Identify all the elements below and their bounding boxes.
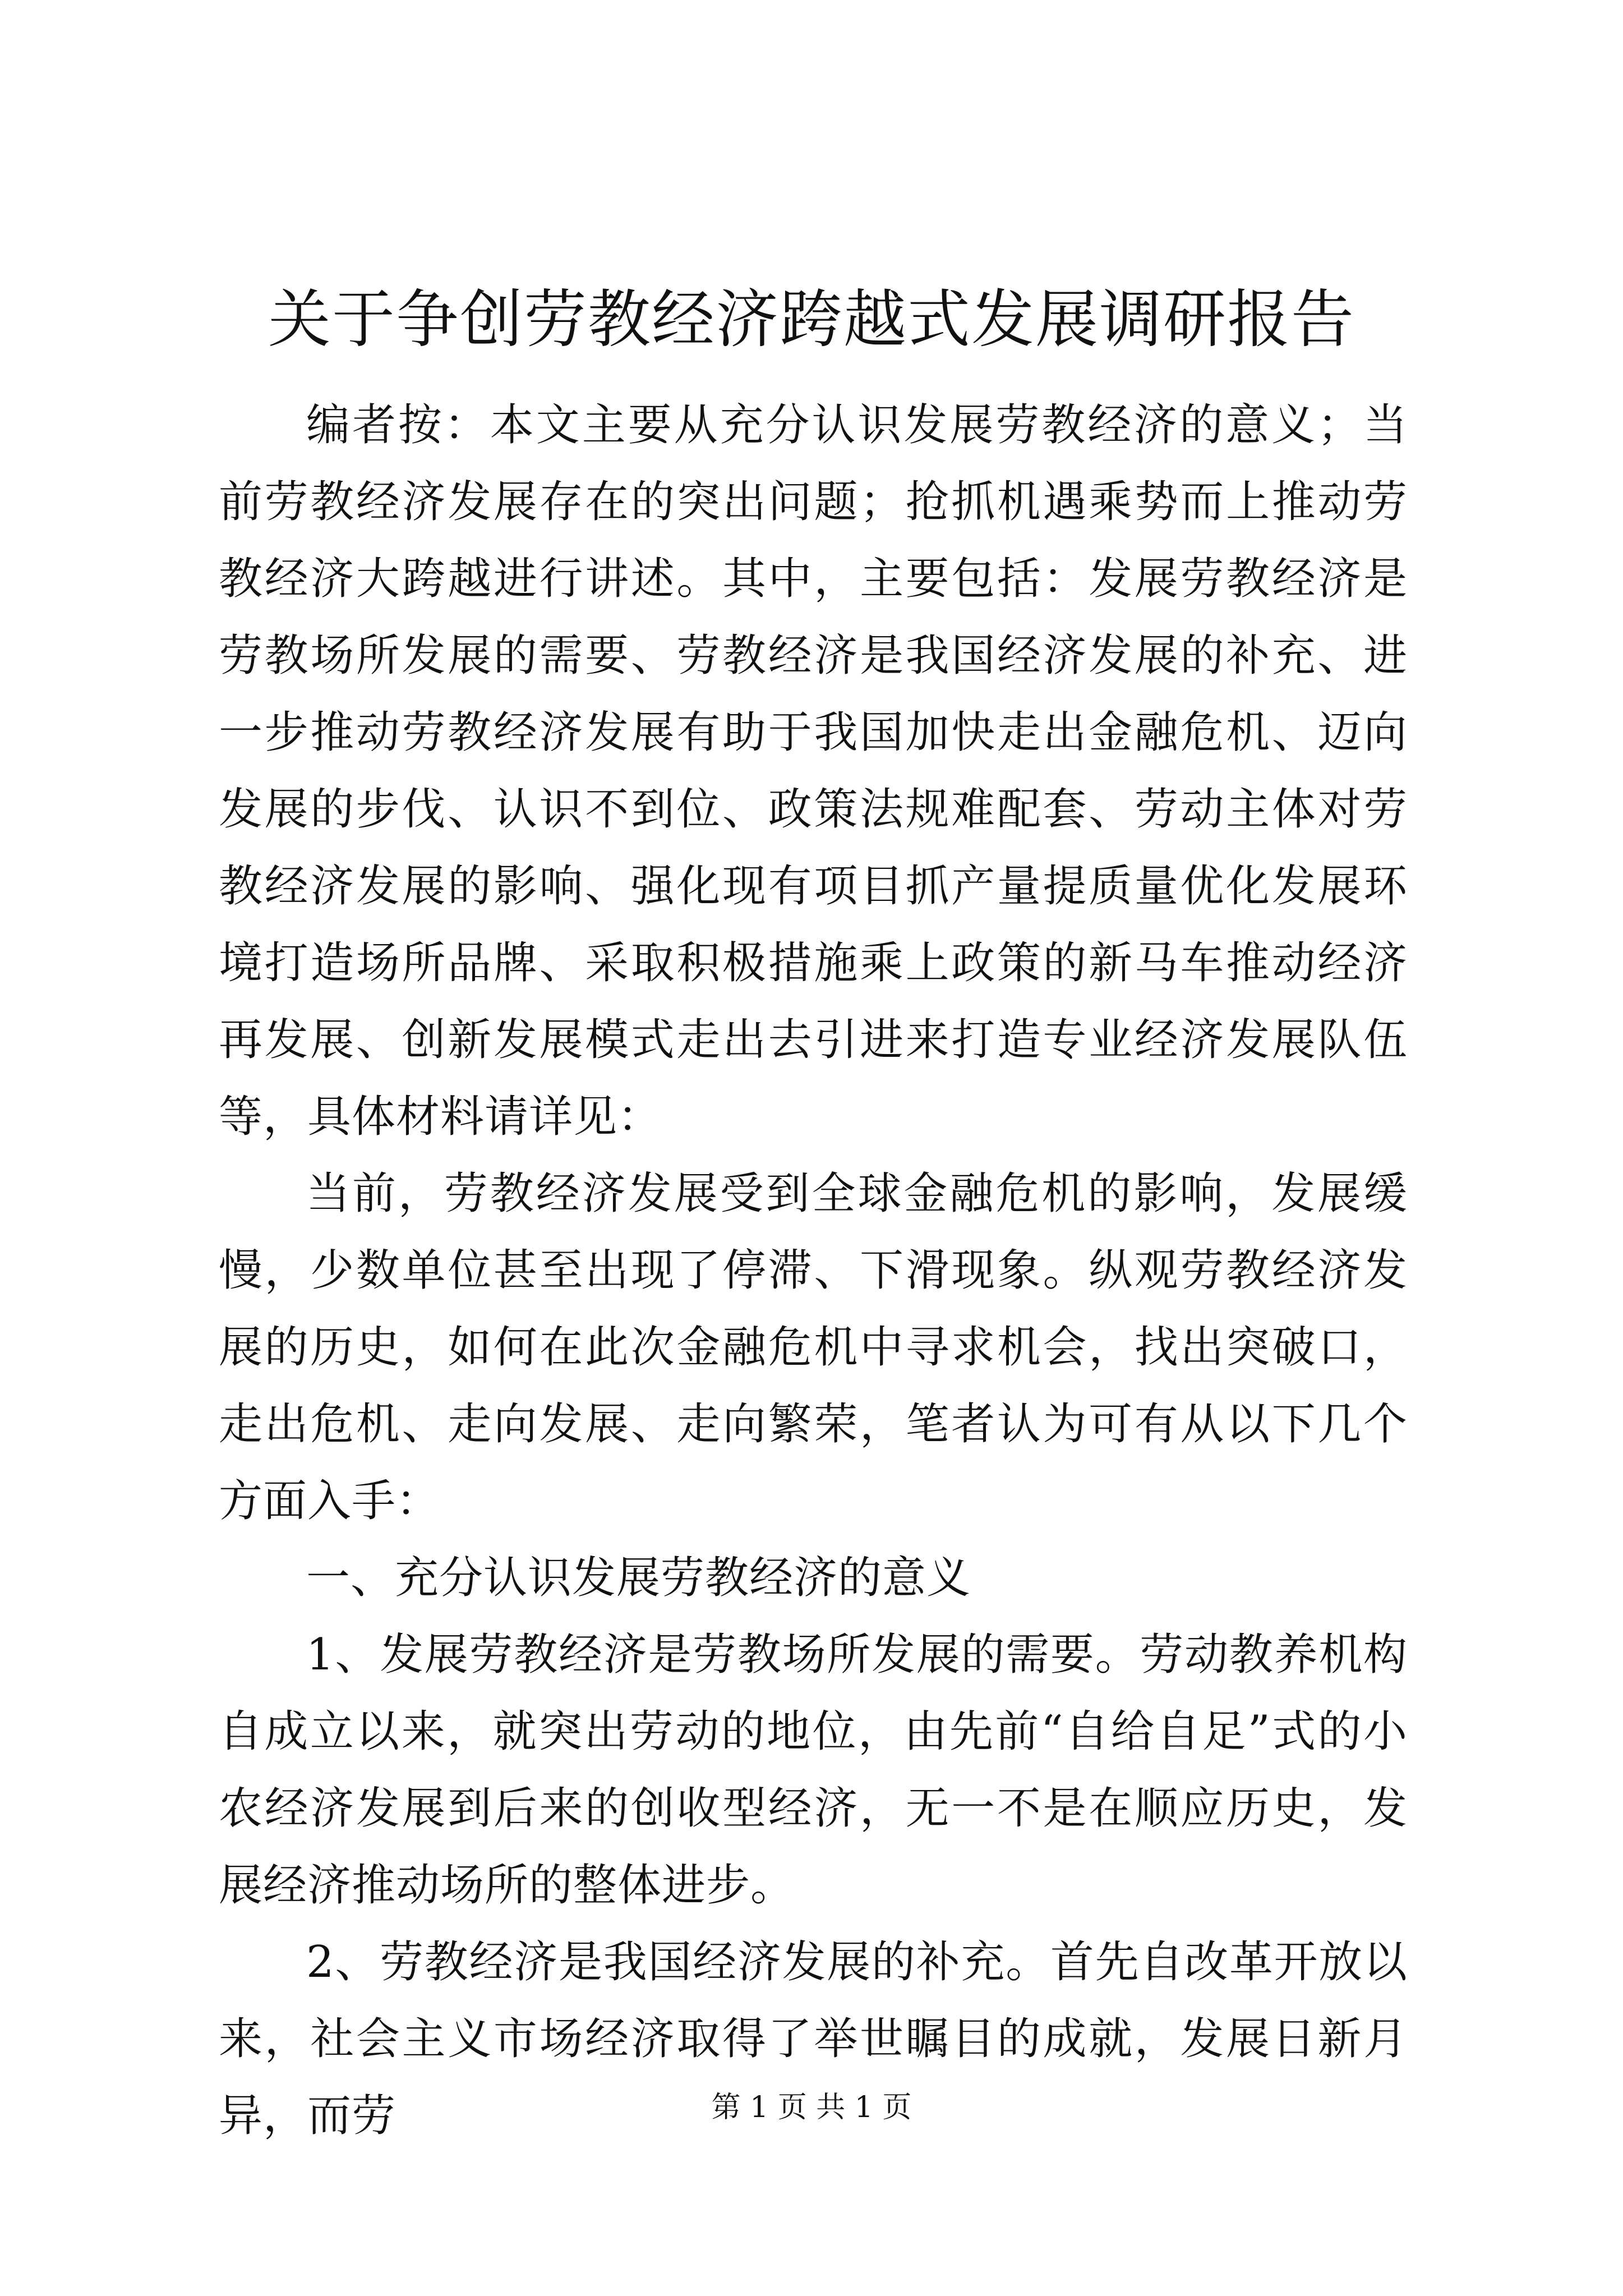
paragraph-point-2: 2、劳教经济是我国经济发展的补充。首先自改革开放以来，社会主义市场经济取得了举世瞩目的成就，发展日新月异，而劳 — [219, 1937, 1408, 2141]
document-body — [219, 387, 1408, 2155]
paragraph-editor-note: 编者按：本文主要从充分认识发展劳教经济的意义；当前劳教经济发展存在的突出问题；抢抓机遇乘势而上推动劳教经济大跨越进行讲述。其中，主要包括：发展劳教经济是劳教场所发展的需要、劳教经济是我国经济发展的补充、进一步推动劳教经济发展有助于我国加快走出金融危机、迈向发展的步伐、认识不到位、政策法规难配套、劳动主体对劳教经济发展的影响、强化现有项目抓产量提质量优化发展环境打造场所品牌、采取积极措施乘上政策的新马车推动经济再发展、创新发展模式走出去引进来打造专业经济发展队伍等，具体材料请详见： — [219, 400, 1408, 1142]
document-title: 关于争创劳教经济跨越式发展调研报告 — [268, 283, 1355, 356]
page-footer: 第 1 页 共 1 页 — [711, 2091, 912, 2124]
paragraph-intro: 当前，劳教经济发展受到全球金融危机的影响，发展缓慢，少数单位甚至出现了停滞、下滑现象。纵观劳教经济发展的历史，如何在此次金融危机中寻求机会，找出突破口，走出危机、走向发展、走向繁荣，笔者认为可有从以下几个方面入手： — [219, 1168, 1408, 1526]
paragraph-point-1: 1、发展劳教经济是劳教场所发展的需要。劳动教养机构自成立以来，就突出劳动的地位，由先前“自给自足”式的小农经济发展到后来的创收型经济，无一不是在顺应历史，发展经济推动场所的整体进步。 — [219, 1630, 1408, 1911]
section-heading-1: 一、充分认识发展劳教经济的意义 — [306, 1553, 971, 1603]
